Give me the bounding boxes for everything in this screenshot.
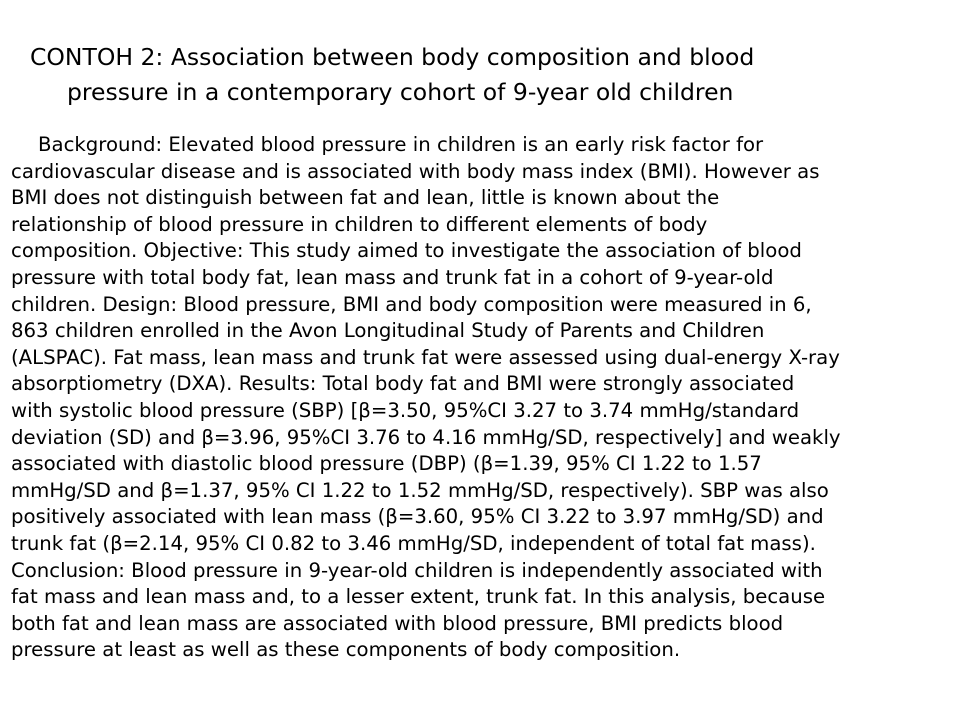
- abstract-line: mmHg/SD and β=1.37, 95% CI 1.22 to 1.52 mmHg/SD, respectively). SBP was also: [11, 478, 829, 502]
- abstract-line: composition. Objective: This study aimed to investigate the association of blood: [11, 239, 802, 263]
- abstract-line: both fat and lean mass are associated with blood pressure, BMI predicts blood: [11, 611, 784, 635]
- abstract-line: with systolic blood pressure (SBP) [β=3.50, 95%CI 3.27 to 3.74 mmHg/standard: [11, 398, 800, 422]
- title-line: CONTOH 2: Association between body composition and blood: [30, 43, 755, 71]
- slide-title: [30, 40, 930, 110]
- abstract-line: trunk fat (β=2.14, 95% CI 0.82 to 3.46 mmHg/SD, independent of total fat mass).: [11, 531, 816, 555]
- abstract-line: positively associated with lean mass (β=3.60, 95% CI 3.22 to 3.97 mmHg/SD) and: [11, 505, 824, 529]
- abstract-line: relationship of blood pressure in children to different elements of body: [11, 212, 708, 236]
- abstract-line: 863 children enrolled in the Avon Longitudinal Study of Parents and Children: [11, 319, 765, 343]
- abstract-line: Background: Elevated blood pressure in children is an early risk factor for: [38, 133, 764, 156]
- abstract-line: pressure at least as well as these components of body composition.: [11, 638, 681, 662]
- abstract-line: pressure with total body fat, lean mass and trunk fat in a cohort of 9-year-old: [11, 265, 774, 289]
- abstract-line: deviation (SD) and β=3.96, 95%CI 3.76 to 4.16 mmHg/SD, respectively] and weakly: [11, 425, 841, 449]
- abstract-line: fat mass and lean mass and, to a lesser extent, trunk fat. In this analysis, because: [11, 585, 826, 609]
- abstract-body: [11, 132, 956, 664]
- abstract-line: cardiovascular disease and is associated with body mass index (BMI). However as: [11, 159, 820, 183]
- title-line: pressure in a contemporary cohort of 9-year old children: [67, 78, 734, 106]
- abstract-line: absorptiometry (DXA). Results: Total body fat and BMI were strongly associated: [11, 372, 795, 396]
- abstract-line: Conclusion: Blood pressure in 9-year-old children is independently associated with: [11, 558, 823, 582]
- abstract-line: BMI does not distinguish between fat and lean, little is known about the: [11, 186, 720, 210]
- abstract-line: children. Design: Blood pressure, BMI and body composition were measured in 6,: [11, 292, 812, 316]
- abstract-line: associated with diastolic blood pressure (DBP) (β=1.39, 95% CI 1.22 to 1.57: [11, 452, 762, 476]
- abstract-line: (ALSPAC). Fat mass, lean mass and trunk fat were assessed using dual-energy X-ray: [11, 345, 840, 369]
